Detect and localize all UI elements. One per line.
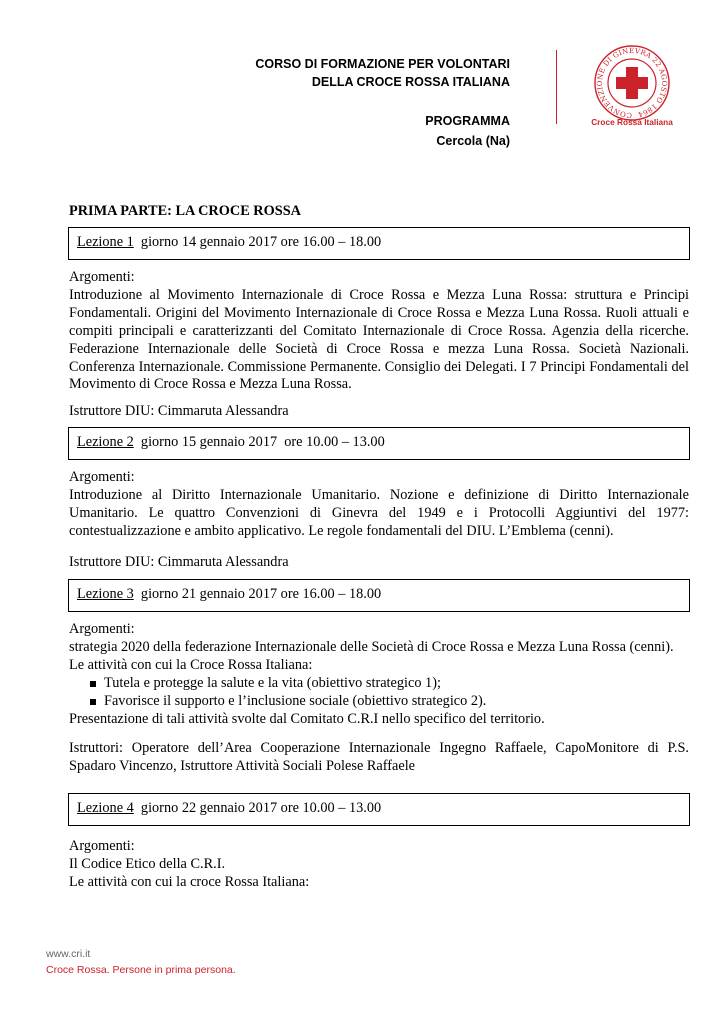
lesson-3-line3: Presentazione di tali attività svolte dal Comitato C.R.I nello specifico del territorio.: [69, 710, 545, 727]
lesson-3-argomenti-label: Argomenti:: [69, 621, 135, 637]
footer: [46, 947, 236, 978]
lesson-1-argomenti-text: Introduzione al Movimento Internazionale di Croce Rossa e Mezza Luna Rossa: struttura e Principi Fondamentali. Origini del Movimento Internazionale di Croce Rossa e Mezza Luna Rossa. Ruoli attuali e compiti principali e caratterizzanti del Comitato Internazionale di Croce Rossa. Agenzia della ricerche. Federazione Internazionale delle Società di Croce Rossa e mezza Luna Rossa. Società Nazionali. Conferenza Internazionale. Commissione Permanente. Consiglio dei Delegati. I 7 Principi Fondamentali del Movimento di Croce Rossa e Mezza Luna Rossa.: [69, 286, 689, 393]
course-title: [255, 56, 510, 91]
bullet-square-icon: [90, 699, 96, 705]
lesson-1-argomenti-label: Argomenti:: [69, 269, 135, 285]
lesson-2-argomenti-label: Argomenti:: [69, 469, 135, 485]
lesson-3-detail: giorno 21 gennaio 2017 ore 16.00 – 18.00: [133, 586, 382, 602]
lesson-2-box: [68, 427, 690, 460]
lesson-3-bullets: [69, 675, 689, 711]
lesson-1-label: Lezione 1: [77, 234, 134, 250]
lesson-3-line2: Le attività con cui la Croce Rossa Italiana:: [69, 656, 313, 673]
header-divider: [556, 50, 557, 124]
lesson-1-istruttore: Istruttore DIU: Cimmaruta Alessandra: [69, 403, 289, 419]
lesson-2-label: Lezione 2: [77, 434, 134, 450]
lesson-2-detail: giorno 15 gennaio 2017 ore 10.00 – 13.00: [133, 434, 385, 450]
lesson-4-line2: Le attività con cui la croce Rossa Italiana:: [69, 873, 310, 890]
lesson-2-argomenti-text: Introduzione al Diritto Internazionale Umanitario. Nozione e definizione di Diritto Internazionale Umanitario. Le quattro Convenzioni di Ginevra del 1949 e i Protocolli Aggiuntivi del 1977: contestualizzazione e ambito applicativo. Le regole fondamentali del DIU. L’Emblema (cenni).: [69, 486, 689, 539]
lesson-4-box: [68, 793, 690, 826]
lesson-4-argomenti-label: Argomenti:: [69, 838, 135, 854]
logo-caption: Croce Rossa Italiana: [591, 117, 673, 127]
lesson-2-istruttore: Istruttore DIU: Cimmaruta Alessandra: [69, 554, 289, 570]
course-title-line1: CORSO DI FORMAZIONE PER VOLONTARI: [255, 57, 510, 71]
lesson-3-label: Lezione 3: [77, 586, 134, 602]
program-heading: [425, 111, 510, 151]
lesson-3-content: [69, 621, 689, 728]
list-item: Favorisce il supporto e l’inclusione sociale (obiettivo strategico 2).: [69, 693, 689, 711]
section-title: PRIMA PARTE: LA CROCE ROSSA: [69, 203, 301, 219]
bullet-square-icon: [90, 681, 96, 687]
emblem-ring-text: CONVENZIONE DI GINEVRA 22 AGOSTO 1864: [595, 46, 669, 120]
lesson-4-content: [69, 838, 689, 892]
lesson-4-line1: Il Codice Etico della C.R.I.: [69, 855, 226, 872]
lesson-2-content: [69, 469, 689, 541]
footer-slogan: Croce Rossa. Persone in prima persona.: [46, 963, 236, 976]
programma-label: PROGRAMMA: [425, 114, 510, 128]
lesson-1-box: [68, 227, 690, 260]
footer-url[interactable]: www.cri.it: [46, 948, 91, 960]
lesson-3-line1: strategia 2020 della federazione Internazionale delle Società di Croce Rossa e Mezza Luna Rossa (cenni).: [69, 638, 674, 655]
course-title-line2: DELLA CROCE ROSSA ITALIANA: [311, 74, 510, 89]
red-cross-emblem-icon: [593, 44, 671, 122]
lesson-4-detail: giorno 22 gennaio 2017 ore 10.00 – 13.00: [133, 800, 382, 816]
lesson-4-label: Lezione 4: [77, 800, 134, 816]
lesson-1-content: [69, 269, 689, 394]
lesson-3-istruttori: Istruttori: Operatore dell’Area Cooperazione Internazionale Ingegno Raffaele, CapoMonitore di P.S. Spadaro Vincenzo, Istruttore Attività Sociali Polese Raffaele: [69, 740, 689, 774]
lesson-1-detail: giorno 14 gennaio 2017 ore 16.00 – 18.00: [133, 234, 382, 250]
list-item: Tutela e protegge la salute e la vita (obiettivo strategico 1);: [69, 675, 689, 693]
lesson-3-box: [68, 579, 690, 612]
place-label: Cercola (Na): [436, 134, 510, 148]
